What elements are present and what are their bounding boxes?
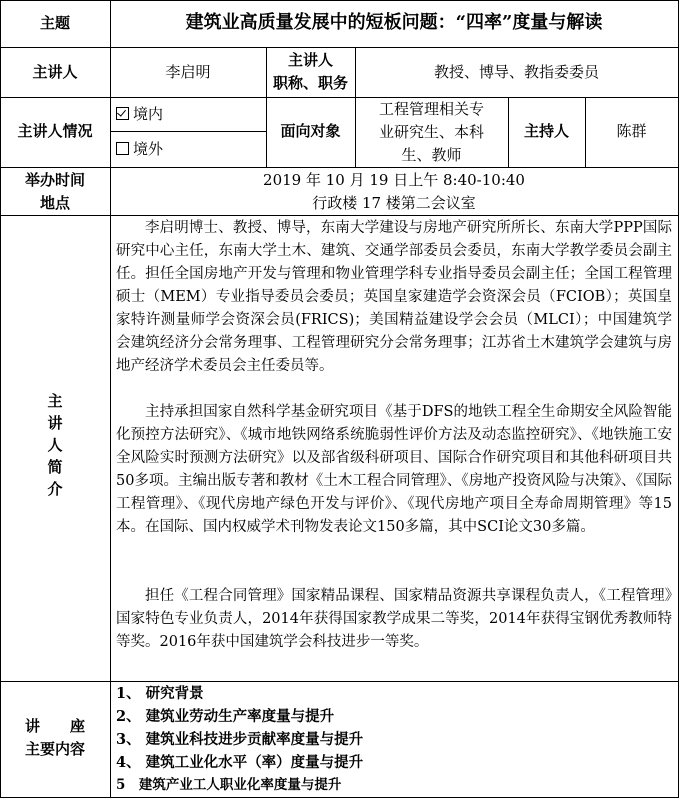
speaker-title-label-2: 职称、职务 (272, 74, 348, 92)
checkbox-empty-icon[interactable] (116, 142, 129, 155)
row-divider (0, 681, 679, 682)
agenda-item: 5 建筑产业工人职业化率度量与提升 (116, 777, 342, 793)
bio-label (0, 390, 110, 500)
audience-line-2: 业研究生、本科 (378, 123, 484, 141)
option-divider (110, 131, 266, 132)
audience-label: 面向对象 (280, 122, 341, 140)
place-label: 地点 (39, 194, 70, 212)
bio-label-char: 主 (47, 392, 63, 410)
bio-label-char: 讲 (47, 414, 63, 432)
option-domestic[interactable] (116, 103, 163, 126)
table-border-top (0, 0, 679, 1)
bio-label-char: 简 (47, 458, 63, 476)
speaker-title-label-1: 主讲人 (287, 51, 333, 69)
bio-paragraph-3: 担任《工程合同管理》国家精品课程、国家精品资源共享课程负责人，《工程管理》国家特色专业负责人，2014年获得国家教学成果二等奖，2014年获得宝钢优秀教师特等奖。2016年获中国建筑学会科技进步一等奖。 (116, 588, 672, 650)
row-divider (0, 215, 679, 216)
bio-label-char: 人 (47, 436, 63, 454)
event-place: 行政楼 17 楼第二会议室 (312, 194, 476, 212)
row-divider (0, 47, 679, 48)
row-divider (0, 167, 679, 168)
option-domestic-label: 境内 (133, 105, 164, 123)
content-label-1: 讲 座 (24, 717, 85, 735)
speaker-name: 李启明 (165, 63, 211, 81)
agenda-item: 3、 建筑业科技进步贡献率度量与提升 (116, 731, 364, 748)
speaker-label: 主讲人 (32, 63, 78, 81)
event-time: 2019 年 10 月 19 日上午 8:40-10:40 (263, 171, 525, 189)
host-value: 陈群 (616, 122, 647, 140)
time-label: 举办时间 (24, 171, 85, 189)
topic-value: 建筑业高质量发展中的短板问题：“四率”度量与解读 (185, 12, 603, 33)
agenda-item: 2、 建筑业劳动生产率度量与提升 (116, 708, 335, 725)
bio-label-char: 介 (47, 480, 63, 498)
speaker-info-label: 主讲人情况 (17, 122, 93, 140)
agenda-item: 1、 研究背景 (116, 685, 204, 702)
checkbox-checked-icon[interactable] (116, 107, 129, 120)
topic-label: 主题 (39, 14, 70, 32)
content-label-2: 主要内容 (24, 740, 85, 758)
host-label: 主持人 (523, 122, 569, 140)
agenda-item: 4、 建筑工业化水平（率）度量与提升 (116, 754, 364, 771)
speaker-title-value: 教授、博导、教指委委员 (433, 63, 599, 81)
option-overseas-label: 境外 (133, 140, 164, 158)
audience-line-1: 工程管理相关专 (378, 100, 484, 118)
option-overseas[interactable] (116, 138, 163, 161)
row-divider (0, 97, 679, 98)
label-column-divider (110, 0, 111, 798)
bio-paragraph-2: 主持承担国家自然科学基金研究项目《基于DFS的地铁工程全生命期安全风险智能化预控方法研究》、《城市地铁网络系统脆弱性评价方法及动态监控研究》、《地铁施工安全风险实时预测方法研究》以及部省级科研项目、国际合作研究项目和其他科研项目共50多项。主编出版专著和教材《土木工程合同管理》、《房地产投资风险与决策》、《国际工程管理》、《现代房地产绿色开发与评价》、《现代房地产项目全寿命周期管理》等15本。在国际、国内权威学术刊物发表论文150多篇，其中SCI论文30多篇。 (116, 404, 672, 535)
bio-paragraph-1: 李启明博士、教授、博导，东南大学建设与房地产研究所所长、东南大学PPP国际研究中心主任，东南大学土木、建筑、交通学部委员会委员，东南大学教学委员会副主任。担任全国房地产开发与管理和物业管理学科专业指导委员会副主任；全国工程管理硕士（MEM）专业指导委员会委员；英国皇家建造学会资深会员（FCIOB）；英国皇家特许测量师学会资深会员(FRICS)；美国精益建设学会会员（MLCI）；中国建筑学会建筑经济分会常务理事、工程管理研究分会常务理事；江苏省土木建筑学会建筑与房地产经济学术委员会主任委员等。 (116, 220, 672, 374)
audience-line-3: 生、教师 (401, 146, 462, 164)
